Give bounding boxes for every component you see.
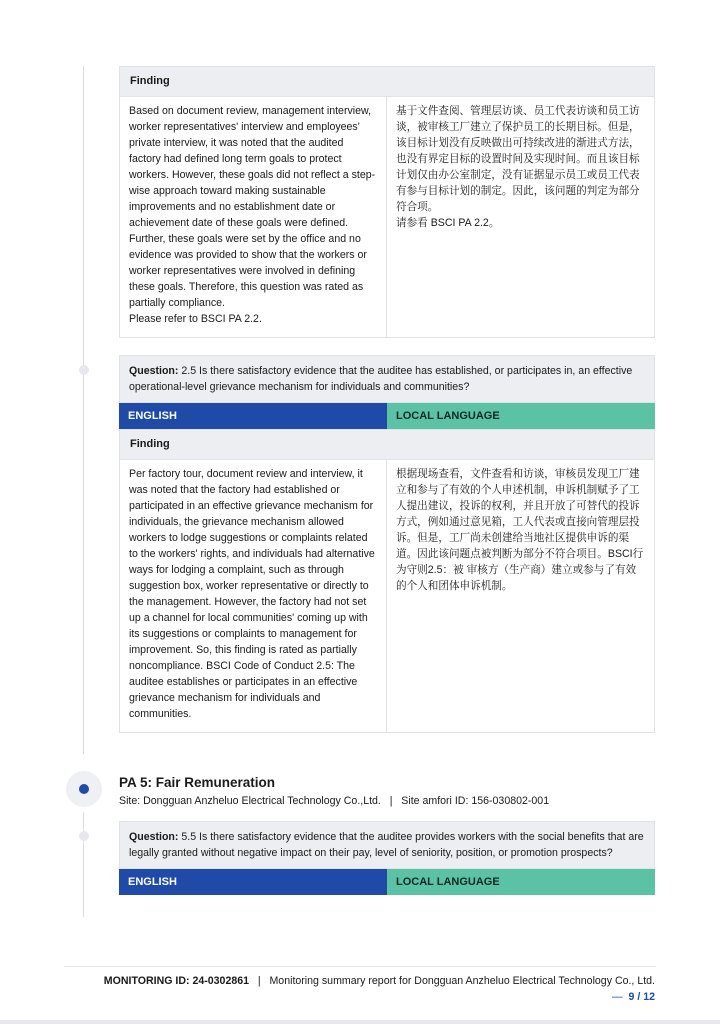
finding-english [120,460,387,732]
finding-section-2-2 [119,66,655,338]
question-box [119,821,655,869]
bottom-bar [0,1020,720,1024]
question-text: 5.5 Is there satisfactory evidence that the auditee provides workers with the social benefits that are legally granted without negative impact on their pay, level of seniority, position, or promotion prospects? [129,831,644,859]
footer-separator: | [257,975,261,987]
finding-header: Finding [119,66,655,96]
footer-text [104,975,655,987]
monitoring-id: MONITORING ID: 24-0302861 [103,975,250,987]
question-label: Question: [129,365,179,377]
finding-body [119,459,655,733]
report-title: Monitoring summary report for Dongguan Anzheluo Electrical Technology Co., Ltd. [269,975,655,987]
timeline-line-top [83,66,84,754]
timeline-dot [79,365,89,375]
question-section-5-5 [119,821,655,895]
finding-english-text: Based on document review, management interview, worker representatives' interview and employees' private interview, it was noted that the audited factory had defined long term goals to protect workers. However, these goals did not reflect a step-wise approach toward making sustainable improvements and no establishment date or achievement date of these goals were defined. Further, these goals were set by the office and no evidence was provided to show that the workers or worker representatives were involved in defining these goals. Therefore, this question was rated as partially compliance. [129,105,376,309]
page-dash: — [612,991,623,1003]
finding-local-ref: 请参看 BSCI PA 2.2。 [396,217,500,229]
finding-local-text: 基于文件查阅、管理层访谈、员工代表访谈和员工访谈，被审核工厂建立了保护员工的长期目标。但是，该目标计划没有反映做出可持续改进的渐进式方法，也没有界定目标的设置时间及实现时间。而且该目标计划仅由办公室制定，没有证据显示员工或员工代表有参与目标计划的制定。因此，该问题的判定为部分符合项。 [396,105,640,213]
pa-site-info: Site: Dongguan Anzheluo Electrical Technology Co.,Ltd. | Site amfori ID: 156-030802-001 [119,795,550,807]
local-language-header: LOCAL LANGUAGE [387,403,655,429]
finding-local [387,460,654,732]
finding-header: Finding [119,429,655,459]
page-number [612,991,655,1003]
finding-body [119,96,655,338]
english-header: ENGLISH [119,403,387,429]
footer-divider [64,966,656,967]
finding-local [387,97,654,337]
finding-english-text: Per factory tour, document review and interview, it was noted that the factory had established or participated in an effective grievance mechanism for individuals, the grievance mechanism allowed workers to lodge suggestions or complaints related to the workers' rights, and individuals had alternative ways for lodging a complaint, such as through suggestion box, worker representative or directly to the management. However, the factory had not set up a channel for local communities' coming up with its suggestions or complaints to management for improvement. So, this finding is rated as partially noncompliance. BSCI Code of Conduct 2.5: The auditee establishes or participates in an effective grievance mechanism for individuals and communities. [129,468,375,720]
language-bar [119,403,655,429]
question-box [119,355,655,403]
page-value: 9 / 12 [628,991,655,1003]
english-header: ENGLISH [119,869,387,895]
language-bar [119,869,655,895]
finding-local-text: 根据现场查看，文件查看和访谈，审核员发现工厂建立和参与了有效的个人申述机制，申诉机制赋予了工人提出建议，投诉的权利，并且开放了可替代的投诉方式，例如通过意见箱，工人代表或直接向管理层投诉。但是，工厂尚未创建给当地社区提供申诉的渠道。因此该问题点被判断为部分不符合项目。BSCI行为守则2.5：被 审核方（生产商）建立或参与了有效的个人和团体申诉机制。 [396,468,644,592]
finding-english-ref: Please refer to BSCI PA 2.2. [129,313,262,325]
section-marker-icon [66,771,102,807]
timeline-dot [79,831,89,841]
question-section-2-5 [119,355,655,733]
pa-title: PA 5: Fair Remuneration [119,775,276,790]
local-language-header: LOCAL LANGUAGE [387,869,655,895]
question-label: Question: [129,831,179,843]
finding-english [120,97,387,337]
timeline-line-bottom [83,812,84,917]
question-text: 2.5 Is there satisfactory evidence that the auditee has established, or participates in, an effective operational-level grievance mechanism for individuals and communities? [129,365,633,393]
